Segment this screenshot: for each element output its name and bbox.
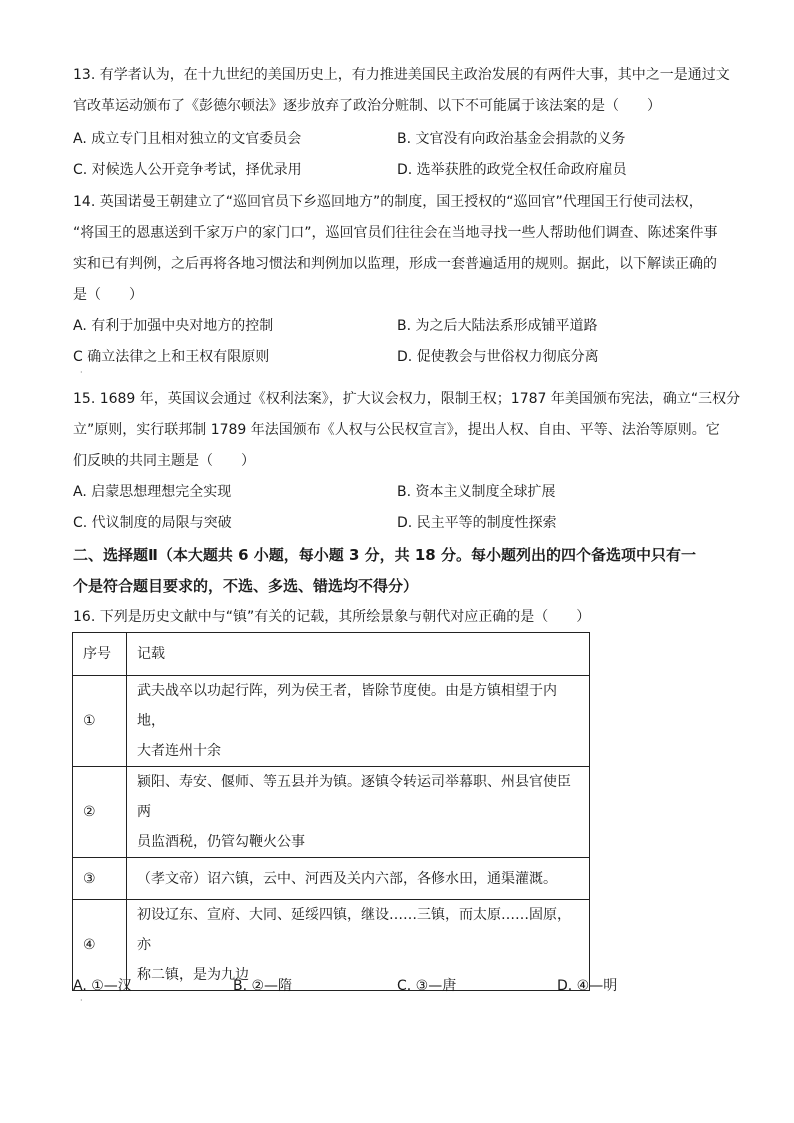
stray-dot: · bbox=[80, 368, 83, 377]
q16-option-c: C. ③—唐 bbox=[397, 978, 457, 994]
q14-stem-line2: “将国王的恩惠送到千家万户的家门口”，巡回官员们往往会在当地寻找一些人帮助他们调查、陈述案件事 bbox=[73, 225, 718, 241]
q15-stem-line3: 们反映的共同主题是（ ） bbox=[73, 453, 255, 469]
q13-option-b: B. 文官没有向政治基金会捐款的义务 bbox=[397, 131, 626, 147]
row-record-line2: 称二镇，是为九边 bbox=[137, 967, 249, 983]
q16-stem: 16. 下列是历史文献中与“镇”有关的记载，其所绘景象与朝代对应正确的是（ ） bbox=[73, 609, 591, 625]
row-record-line1: 初设辽东、宣府、大同、延绥四镇，继设……三镇，而太原……固原，亦 bbox=[137, 907, 571, 953]
q16-option-a: A. ①—汉 bbox=[73, 978, 132, 994]
row-number: ① bbox=[73, 676, 127, 767]
row-record bbox=[127, 676, 590, 767]
q15-stem-line1: 15. 1689 年，英国议会通过《权利法案》，扩大议会权力，限制王权；1787 年美国颁布宪法，确立“三权分 bbox=[73, 391, 741, 407]
section2-heading-line2: 个是符合题目要求的，不选、多选、错选均不得分） bbox=[73, 577, 419, 595]
row-record bbox=[127, 900, 590, 991]
q13-option-d: D. 选举获胜的政党全权任命政府雇员 bbox=[397, 162, 627, 178]
row-record-line1: （孝文帝）诏六镇，云中、河西及关内六部，各修水田，通渠灌溉。 bbox=[137, 870, 557, 887]
row-number: ③ bbox=[73, 858, 127, 900]
q15-option-b: B. 资本主义制度全球扩展 bbox=[397, 484, 556, 500]
q13-option-c: C. 对候选人公开竞争考试，择优录用 bbox=[73, 162, 302, 178]
row-number: ② bbox=[73, 767, 127, 858]
q14-stem-line4: 是（ ） bbox=[73, 287, 143, 303]
q13-stem-line1: 13. 有学者认为，在十九世纪的美国历史上，有力推进美国民主政治发展的有两件大事，其中之一是通过文 bbox=[73, 67, 730, 83]
header-serial: 序号 bbox=[73, 633, 127, 676]
table-row bbox=[73, 858, 590, 900]
q16-option-b: B. ②—隋 bbox=[233, 978, 293, 994]
header-record: 记载 bbox=[127, 633, 590, 676]
q14-option-c: C 确立法律之上和王权有限原则 bbox=[73, 349, 270, 365]
q15-option-c: C. 代议制度的局限与突破 bbox=[73, 515, 232, 531]
section2-heading-line1: 二、选择题Ⅱ（本大题共 6 小题，每小题 3 分，共 18 分。每小题列出的四个备选项中只有一 bbox=[73, 546, 696, 564]
row-record-line1: 颍阳、寿安、偃师、等五县并为镇。逐镇令转运司举幕职、州县官使臣两 bbox=[137, 774, 571, 820]
q16-option-d: D. ④—明 bbox=[557, 978, 618, 994]
row-record bbox=[127, 858, 590, 900]
row-record-line2: 大者连州十余 bbox=[137, 743, 221, 759]
q15-stem-line2: 立”原则，实行联邦制 1789 年法国颁布《人权与公民权宣言》，提出人权、自由、平等、法治等原则。它 bbox=[73, 422, 720, 438]
table-header-row bbox=[73, 633, 590, 676]
q14-option-d: D. 促使教会与世俗权力彻底分离 bbox=[397, 349, 599, 365]
records-table bbox=[72, 632, 590, 991]
row-record-line1: 武夫战卒以功起行阵，列为侯王者，皆除节度使。由是方镇相望于内地， bbox=[137, 683, 557, 729]
stray-dot: · bbox=[80, 996, 83, 1005]
q14-stem-line1: 14. 英国诺曼王朝建立了“巡回官员下乡巡回地方”的制度，国王授权的“巡回官”代理国王行使司法权， bbox=[73, 194, 703, 210]
row-record bbox=[127, 767, 590, 858]
q14-option-a: A. 有利于加强中央对地方的控制 bbox=[73, 318, 274, 334]
table-row bbox=[73, 900, 590, 991]
table-row bbox=[73, 676, 590, 767]
q13-option-a: A. 成立专门且相对独立的文官委员会 bbox=[73, 131, 302, 147]
q15-option-d: D. 民主平等的制度性探索 bbox=[397, 515, 557, 531]
q14-stem-line3: 实和已有判例，之后再将各地习惯法和判例加以监理，形成一套普遍适用的规则。据此，以下解读正确的 bbox=[73, 256, 717, 272]
q14-option-b: B. 为之后大陆法系形成铺平道路 bbox=[397, 318, 598, 334]
q13-stem-line2: 官改革运动颁布了《彭德尔顿法》逐步放弃了政治分赃制、以下不可能属于该法案的是（ ） bbox=[73, 98, 661, 114]
row-record-line2: 员监酒税，仍管勾鞭火公事 bbox=[137, 834, 305, 850]
row-number: ④ bbox=[73, 900, 127, 991]
q15-option-a: A. 启蒙思想理想完全实现 bbox=[73, 484, 232, 500]
table-row bbox=[73, 767, 590, 858]
